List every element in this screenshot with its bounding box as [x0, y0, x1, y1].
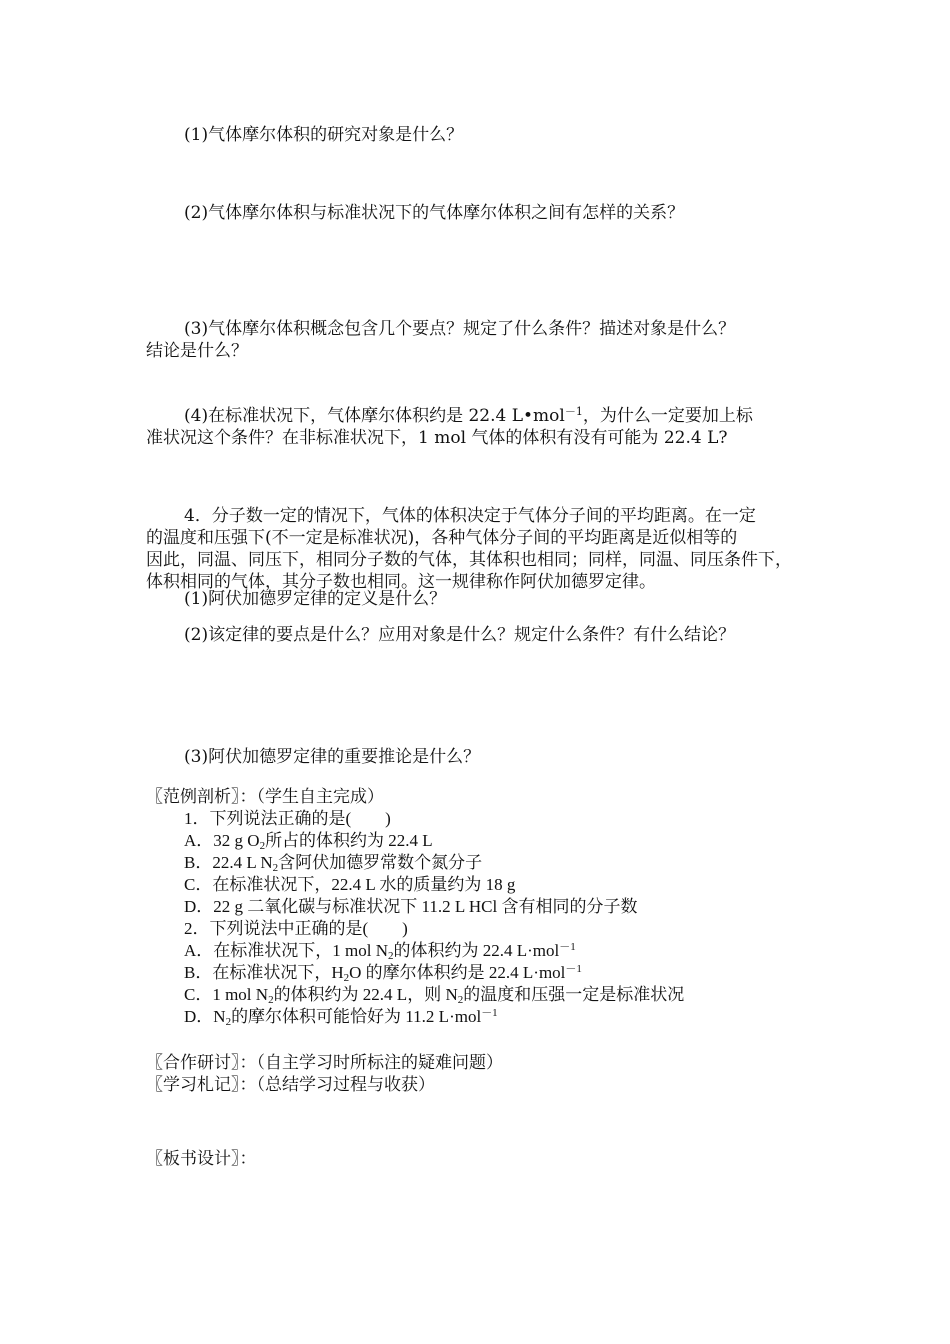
- example-2-option-a: [184, 940, 576, 962]
- ex2-c-text-b: 的体积约为 22.4 L，则 N: [273, 985, 458, 1004]
- example-1-option-d: D．22 g 二氧化碳与标准状况下 11.2 L HCl 含有相同的分子数: [184, 897, 638, 916]
- cooperative-study-heading: 〖合作研讨〗：（自主学习时所标注的疑难问题）: [146, 1053, 503, 1073]
- example-2-option-d: [184, 1006, 498, 1028]
- question-4-line-2: 准状况这个条件？在非标准状况下，1 mol 气体的体积有没有可能为 22.4 L?: [146, 428, 728, 448]
- q4-text-a: (4)在标准状况下，气体摩尔体积约是 22.4 L•mol: [184, 406, 565, 426]
- example-1-option-a: [184, 830, 433, 852]
- section4-question-3: (3)阿伏加德罗定律的重要推论是什么？: [184, 747, 481, 767]
- section4-paragraph-line-3: 因此，同温、同压下，相同分子数的气体，其体积也相同；同样，同温、同压条件下，: [146, 550, 792, 570]
- example-1-option-b: [184, 852, 482, 874]
- ex2-b-sup: －1: [565, 963, 582, 975]
- ex1-b-text-b: 含阿伏加德罗常数个氮分子: [278, 853, 483, 872]
- example-2-option-b: [184, 962, 582, 984]
- ex2-c-sub: 2: [268, 994, 274, 1006]
- ex1-b-sub: 2: [272, 862, 279, 874]
- ex2-a-sup: －1: [559, 941, 576, 953]
- q4-superscript: －1: [564, 405, 583, 418]
- question-1: (1)气体摩尔体积的研究对象是什么？: [184, 125, 464, 145]
- section4-question-2: (2)该定律的要点是什么？应用对象是什么？规定什么条件？有什么结论？: [184, 625, 736, 645]
- ex2-d-text: D．N: [184, 1007, 226, 1026]
- section4-paragraph-line-2: 的温度和压强下(不一定是标准状况)，各种气体分子间的平均距离是近似相等的: [146, 528, 738, 548]
- section4-question-1: (1)阿伏加德罗定律的定义是什么？: [184, 589, 447, 609]
- question-3-line-2: 结论是什么？: [146, 341, 248, 361]
- examples-header: 〖范例剖析〗：（学生自主完成）: [146, 787, 384, 807]
- example-2-stem: 2．下列说法中正确的是( ): [184, 919, 408, 938]
- section4-paragraph-line-4: 体积相同的气体，其分子数也相同。这一规律称作阿伏加德罗定律。: [146, 572, 656, 592]
- example-1-option-c: C．在标准状况下，22.4 L 水的质量约为 18 g: [184, 875, 516, 894]
- ex2-b-text: B．在标准状况下，H: [184, 963, 344, 982]
- ex2-d-sup: －1: [481, 1007, 498, 1019]
- ex2-c-text: C．1 mol N: [184, 985, 269, 1004]
- ex2-a-text: A．在标准状况下，1 mol N: [184, 941, 388, 960]
- ex2-a-sub: 2: [388, 950, 394, 962]
- ex2-c-text-c: 的温度和压强一定是标准状况: [463, 985, 685, 1004]
- ex2-b-sub: 2: [343, 972, 350, 984]
- ex2-d-sub: 2: [225, 1016, 232, 1028]
- ex2-d-text-b: 的摩尔体积可能恰好为 11.2 L·mol: [231, 1007, 482, 1026]
- study-notes-heading: 〖学习札记〗：（总结学习过程与收获）: [146, 1075, 435, 1095]
- ex2-b-text-b: O 的摩尔体积约是 22.4 L·mol: [349, 963, 566, 982]
- question-4-line-1: [184, 405, 753, 427]
- question-2: (2)气体摩尔体积与标准状况下的气体摩尔体积之间有怎样的关系？: [184, 203, 685, 223]
- example-1-stem: 1．下列说法正确的是( ): [184, 809, 391, 828]
- ex1-a-sub: 2: [259, 840, 266, 852]
- q4-text-b: ，为什么一定要加上标: [582, 406, 753, 426]
- board-design-heading: 〖板书设计〗：: [146, 1149, 257, 1169]
- ex1-a-text-b: 所占的体积约为 22.4 L: [265, 831, 433, 850]
- ex1-a-text: A．32 g O: [184, 831, 260, 850]
- ex1-b-text: B．22.4 L N: [184, 853, 273, 872]
- section4-paragraph-line-1: 4．分子数一定的情况下，气体的体积决定于气体分子间的平均距离。在一定: [184, 506, 756, 526]
- ex2-a-text-b: 的体积约为 22.4 L·mol: [393, 941, 560, 960]
- question-3-line-1: (3)气体摩尔体积概念包含几个要点？规定了什么条件？描述对象是什么？: [184, 319, 736, 339]
- example-2-option-c: [184, 984, 684, 1006]
- ex2-c-sub-2: 2: [457, 994, 464, 1006]
